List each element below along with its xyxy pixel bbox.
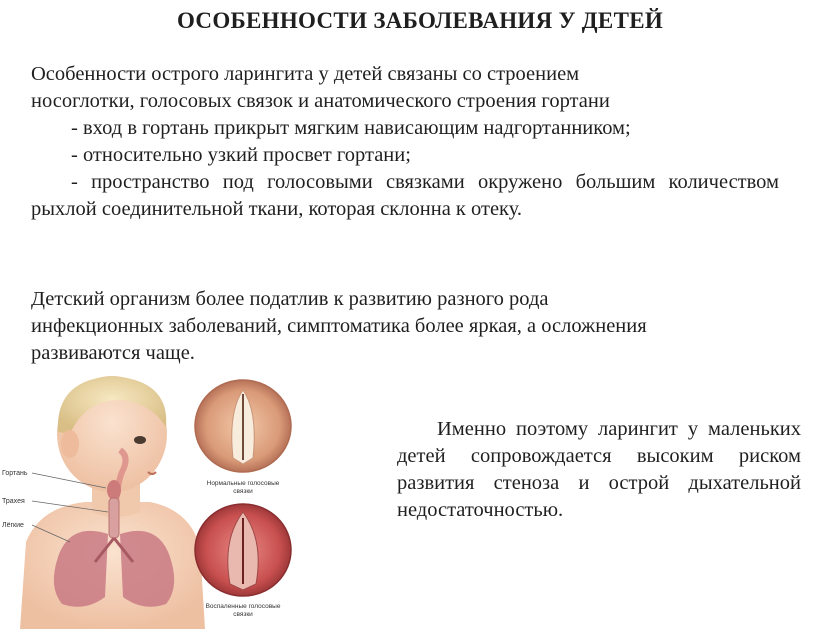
- susceptibility-line-2: инфекционных заболеваний, симптоматика более яркая, а осложнения: [31, 315, 647, 337]
- susceptibility-line-1: Детский организм более податлив к развитию разного рода: [31, 288, 549, 310]
- susceptibility-paragraph: [31, 286, 791, 367]
- anatomy-illustration: [0, 372, 310, 629]
- ear-shape: [61, 430, 79, 458]
- inflamed-cords-label-1: Воспаленные голосовые: [205, 603, 281, 610]
- bullet-item: - относительно узкий просвет гортани;: [71, 144, 411, 166]
- trachea-label: Трахея: [2, 498, 25, 505]
- intro-line-2: носоглотки, голосовых связок и анатомического строения гортани: [31, 90, 610, 112]
- eye-shape: [134, 436, 146, 444]
- bullet-item: - вход в гортань прикрыт мягким нависающим надгортанником;: [71, 117, 631, 139]
- larynx-label: Гортань: [2, 470, 28, 477]
- normal-vocal-cords: [195, 380, 291, 472]
- intro-paragraph: [31, 61, 791, 115]
- susceptibility-line-3: развиваются чаще.: [31, 342, 195, 364]
- lungs-label: Лёгкие: [2, 522, 24, 529]
- trachea-shape: [109, 498, 119, 538]
- child-larynx-illustration: [0, 372, 310, 629]
- risk-paragraph: Именно поэтому ларингит у маленьких детей сопровождается высоким риском развития стеноза и острой дыхательной недостаточностью.: [397, 418, 801, 521]
- inflamed-vocal-cords: [195, 504, 291, 596]
- larynx-shape: [107, 480, 121, 500]
- bullet-item: - пространство под голосовыми связками окружено большим количеством рыхлой соединительной ткани, которая склонна к отеку.: [31, 171, 779, 220]
- bullet-list: [31, 115, 779, 223]
- inflamed-cords-label-2: связки: [233, 611, 253, 618]
- normal-cords-label-1: Нормальные голосовые: [206, 480, 280, 487]
- intro-line-1: Особенности острого ларингита у детей связаны со строением: [31, 63, 580, 85]
- normal-cords-label-2: связки: [233, 488, 253, 495]
- page-title: ОСОБЕННОСТИ ЗАБОЛЕВАНИЯ У ДЕТЕЙ: [176, 8, 664, 33]
